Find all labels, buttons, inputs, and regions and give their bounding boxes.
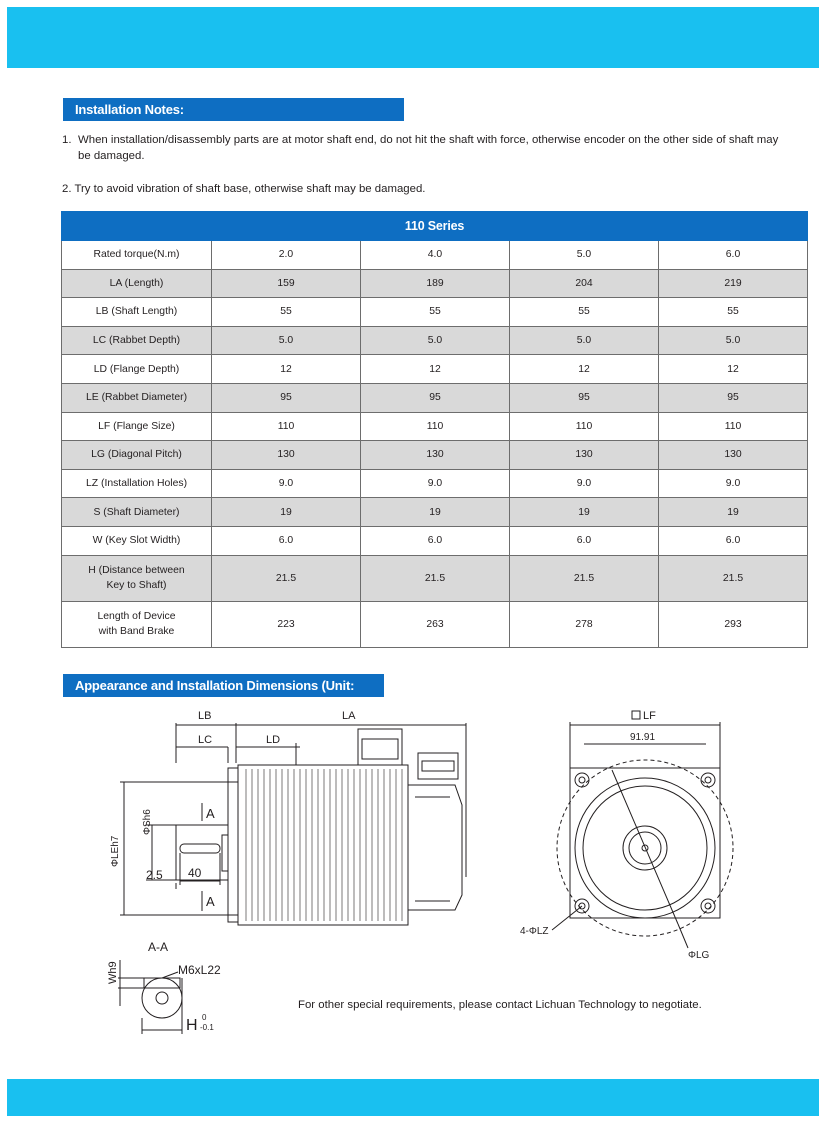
table-row: [62, 326, 808, 355]
table-cell: 189: [361, 269, 510, 298]
table-cell: 55: [212, 298, 361, 327]
table-cell: 95: [212, 383, 361, 412]
row-label: [62, 601, 212, 647]
table-row: [62, 498, 808, 527]
dim-ld: LD: [266, 734, 281, 746]
table-row: [62, 526, 808, 555]
dim-le: ΦLEh7: [110, 835, 121, 867]
table-cell: 293: [659, 601, 808, 647]
table-cell: 9.0: [212, 469, 361, 498]
table-cell: 9.0: [361, 469, 510, 498]
dim-lg: ΦLG: [688, 950, 710, 961]
table-row: [62, 298, 808, 327]
dimensions-heading: Appearance and Installation Dimensions (Unit: mm): [63, 674, 384, 697]
row-label: Rated torque(N.m): [62, 241, 212, 270]
table-cell: 21.5: [659, 555, 808, 601]
table-row: [62, 441, 808, 470]
table-cell: 12: [659, 355, 808, 384]
table-cell: 19: [361, 498, 510, 527]
table-cell: 4.0: [361, 241, 510, 270]
table-row: [62, 555, 808, 601]
table-cell: 55: [361, 298, 510, 327]
row-label: LD (Flange Depth): [62, 355, 212, 384]
note-text: Try to avoid vibration of shaft base, otherwise shaft may be damaged.: [74, 183, 426, 195]
dim-thread: M6xL22: [178, 963, 221, 977]
table-row: [62, 241, 808, 270]
dim-lz: 4-ΦLZ: [520, 926, 549, 937]
row-label: LF (Flange Size): [62, 412, 212, 441]
table-cell: 6.0: [659, 241, 808, 270]
note-number: 2.: [62, 183, 72, 195]
table-row: [62, 469, 808, 498]
section-mark-top: A: [206, 806, 215, 821]
table-cell: 263: [361, 601, 510, 647]
side-view-drawing: [100, 705, 480, 935]
spec-table-110-series: [61, 211, 808, 648]
table-cell: 6.0: [212, 526, 361, 555]
table-cell: 6.0: [659, 526, 808, 555]
row-label: W (Key Slot Width): [62, 526, 212, 555]
table-cell: 5.0: [510, 241, 659, 270]
row-label-line-2: with Band Brake: [98, 626, 175, 638]
note-number: 1.: [62, 134, 72, 146]
header-band: [7, 7, 819, 68]
footer-band: [7, 1079, 819, 1116]
front-view-drawing: [512, 708, 752, 968]
table-cell: 130: [510, 441, 659, 470]
table-cell: 6.0: [361, 526, 510, 555]
table-cell: 110: [659, 412, 808, 441]
table-cell: 6.0: [510, 526, 659, 555]
table-cell: 12: [510, 355, 659, 384]
row-label: LG (Diagonal Pitch): [62, 441, 212, 470]
table-cell: 219: [659, 269, 808, 298]
table-cell: 110: [510, 412, 659, 441]
closing-note: For other special requirements, please contact Lichuan Technology to negotiate.: [298, 999, 702, 1011]
table-cell: 21.5: [510, 555, 659, 601]
table-cell: 21.5: [212, 555, 361, 601]
table-cell: 12: [212, 355, 361, 384]
dim-h: H: [186, 1017, 198, 1034]
table-cell: 159: [212, 269, 361, 298]
table-row: [62, 383, 808, 412]
section-mark-bottom: A: [206, 894, 215, 909]
row-label: LA (Length): [62, 269, 212, 298]
row-label: LB (Shaft Length): [62, 298, 212, 327]
row-label: [62, 555, 212, 601]
dim-lf: LF: [643, 710, 656, 722]
table-cell: 2.0: [212, 241, 361, 270]
table-row: [62, 412, 808, 441]
table-row: [62, 269, 808, 298]
table-cell: 5.0: [510, 326, 659, 355]
installation-notes-heading: Installation Notes:: [63, 98, 404, 121]
row-label: LC (Rabbet Depth): [62, 326, 212, 355]
table-cell: 110: [361, 412, 510, 441]
row-label: LZ (Installation Holes): [62, 469, 212, 498]
table-title: 110 Series: [62, 212, 808, 241]
table-cell: 19: [510, 498, 659, 527]
section-a-a-drawing: [100, 938, 250, 1038]
dim-key-length: 40: [188, 866, 202, 880]
dim-h-tol-lower: -0.1: [200, 1023, 214, 1032]
row-label: LE (Rabbet Diameter): [62, 383, 212, 412]
table-cell: 204: [510, 269, 659, 298]
table-cell: 5.0: [212, 326, 361, 355]
table-cell: 21.5: [361, 555, 510, 601]
table-cell: 9.0: [659, 469, 808, 498]
row-label-line-1: H (Distance between: [88, 565, 185, 577]
table-cell: 55: [659, 298, 808, 327]
dim-w: Wh9: [107, 961, 119, 984]
note-text: When installation/disassembly parts are at motor shaft end, do not hit the shaft with force, otherwise encoder on the other side of shaft may be damaged.: [78, 134, 779, 162]
table-cell: 95: [510, 383, 659, 412]
dim-s: ΦSh6: [142, 809, 153, 835]
table-cell: 110: [212, 412, 361, 441]
dim-pitch: 91.91: [630, 732, 656, 743]
note-item-1: [62, 132, 782, 164]
table-cell: 278: [510, 601, 659, 647]
dim-offset: 2.5: [146, 868, 163, 882]
dim-lc: LC: [198, 734, 213, 746]
table-row: [62, 601, 808, 647]
table-cell: 19: [212, 498, 361, 527]
table-cell: 5.0: [361, 326, 510, 355]
dim-la: LA: [342, 710, 356, 722]
table-cell: 95: [361, 383, 510, 412]
table-cell: 95: [659, 383, 808, 412]
dim-h-tol-upper: 0: [202, 1013, 207, 1022]
table-cell: 55: [510, 298, 659, 327]
section-title: A-A: [148, 940, 169, 954]
row-label-line-2: Key to Shaft): [106, 580, 167, 592]
row-label-line-1: Length of Device: [97, 611, 176, 623]
table-cell: 5.0: [659, 326, 808, 355]
table-row: [62, 355, 808, 384]
table-cell: 12: [361, 355, 510, 384]
table-cell: 223: [212, 601, 361, 647]
table-cell: 9.0: [510, 469, 659, 498]
table-cell: 130: [361, 441, 510, 470]
row-label: S (Shaft Diameter): [62, 498, 212, 527]
table-cell: 130: [659, 441, 808, 470]
table-cell: 130: [212, 441, 361, 470]
note-item-2: [62, 181, 425, 197]
dim-lb: LB: [198, 710, 212, 722]
table-cell: 19: [659, 498, 808, 527]
